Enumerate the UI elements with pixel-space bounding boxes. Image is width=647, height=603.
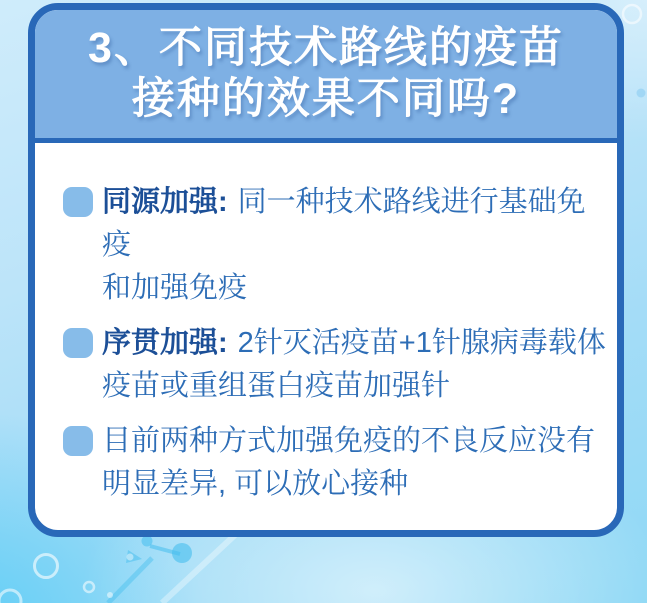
item-text bbox=[102, 322, 607, 408]
streak-decoration bbox=[108, 558, 152, 603]
bubble-icon bbox=[127, 554, 134, 561]
item-text-line-1 bbox=[102, 322, 607, 365]
streak-decoration bbox=[162, 534, 236, 603]
page-title-line-2: 接种的效果不同吗? bbox=[131, 75, 521, 123]
card-header bbox=[35, 10, 617, 143]
item-label: 序贯加强: bbox=[102, 327, 228, 359]
bubble-icon bbox=[107, 592, 113, 598]
item-text bbox=[102, 420, 607, 506]
item-text-line-2: 疫苗或重组蛋白疫苗加强针 bbox=[102, 370, 451, 402]
item-body-text: 同一种技术路线进行基础免疫 bbox=[102, 186, 586, 261]
molecule-node-icon bbox=[172, 543, 192, 563]
item-body-text: 目前两种方式加强免疫的不良反应没有 bbox=[102, 425, 596, 457]
list-item-sequential-boost bbox=[63, 322, 607, 408]
bubble-icon bbox=[623, 5, 641, 23]
vaccine-info-card bbox=[28, 3, 624, 537]
rounded-square-bullet-icon bbox=[63, 328, 93, 358]
item-text-line-2: 和加强免疫 bbox=[102, 272, 248, 304]
bubble-icon bbox=[0, 590, 21, 603]
item-text-line-2: 明显差异, 可以放心接种 bbox=[102, 468, 409, 500]
item-text-line-1 bbox=[102, 420, 607, 463]
item-text-line-1 bbox=[102, 181, 607, 267]
molecule-node-icon bbox=[126, 550, 142, 563]
page-title-line-1: 3、不同技术路线的疫苗 bbox=[88, 24, 564, 72]
bubble-icon bbox=[84, 582, 94, 592]
rounded-square-bullet-icon bbox=[63, 187, 93, 217]
list-item-homologous-boost bbox=[63, 181, 607, 310]
molecule-node-icon bbox=[142, 536, 153, 547]
item-body-text: 2针灭活疫苗+1针腺病毒载体 bbox=[237, 327, 606, 359]
item-text bbox=[102, 181, 607, 310]
molecule-bond bbox=[150, 546, 180, 554]
rounded-square-bullet-icon bbox=[63, 426, 93, 456]
list-item-adverse-reactions bbox=[63, 420, 607, 506]
bubble-icon bbox=[637, 89, 646, 98]
card-body bbox=[35, 143, 617, 506]
bubble-icon bbox=[35, 555, 58, 578]
item-label: 同源加强: bbox=[102, 186, 228, 218]
